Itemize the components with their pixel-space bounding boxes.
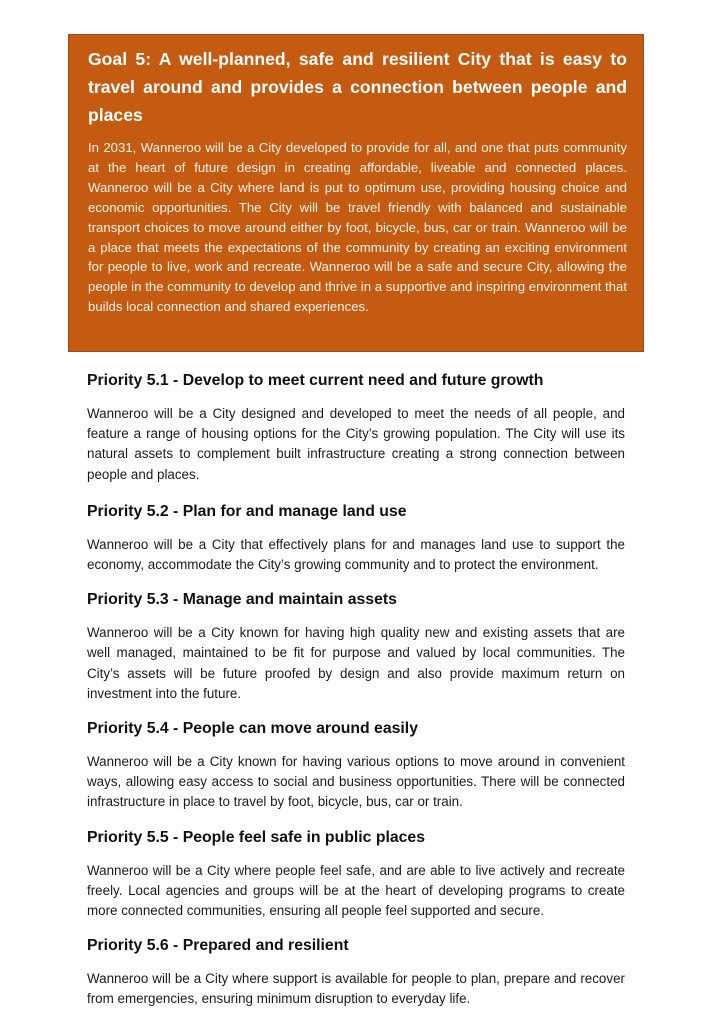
priority-heading: Priority 5.5 - People feel safe in public places <box>87 828 425 846</box>
priority-text: Wanneroo will be a City known for having various options to move around in convenient ways, allowing easy access to social and business opportunities. There will be connected infrastructure in place to travel by foot, bicycle, bus, car or train. <box>87 754 625 810</box>
priority-heading: Priority 5.2 - Plan for and manage land use <box>87 502 407 520</box>
priority-5-4 <box>87 718 625 813</box>
priority-5-5 <box>87 827 625 922</box>
goal-title: Goal 5: A well-planned, safe and resilient City that is easy to travel around and provides a connection between people and places <box>88 49 627 125</box>
goal-description: In 2031, Wanneroo will be a City developed to provide for all, and one that puts community at the heart of future design in creating affordable, liveable and connected places. Wanneroo will be a City where land is put to optimum use, providing housing choice and economic opportunities. The City will be travel friendly with balanced and sustainable transport choices to move around either by foot, bicycle, bus, car or train. Wanneroo will be a place that meets the expectations of the community by creating an exciting environment for people to live, work and recreate. Wanneroo will be a safe and secure City, allowing the people in the community to develop and thrive in a supportive and inspiring environment that builds local connection and shared experiences. <box>88 140 627 315</box>
priorities-section <box>87 370 625 1010</box>
priority-heading: Priority 5.3 - Manage and maintain assets <box>87 591 397 609</box>
priority-heading: Priority 5.4 - People can move around easily <box>87 720 418 738</box>
priority-5-6 <box>87 935 625 1009</box>
priority-text: Wanneroo will be a City where people feel safe, and are able to live actively and recreate freely. Local agencies and groups will be at the heart of developing programs to create more connected communities, ensuring all people feel supported and secure. <box>87 862 625 919</box>
priority-text: Wanneroo will be a City known for having high quality new and existing assets that are well managed, maintained to be fit for purpose and valued by local communities. The City’s assets will be future proofed by design and also provide maximum return on investment into the future. <box>87 625 625 701</box>
priority-text: Wanneroo will be a City designed and developed to meet the needs of all people, and feature a range of housing options for the City’s growing population. The City will use its natural assets to complement built infrastructure creating a strong connection between people and places. <box>87 406 625 482</box>
priority-text: Wanneroo will be a City where support is available for people to plan, prepare and recover from emergencies, ensuring minimum disruption to everyday life. <box>87 971 625 1007</box>
priority-text: Wanneroo will be a City that effectively plans for and manages land use to support the economy, accommodate the City’s growing community and to protect the environment. <box>87 536 625 573</box>
priority-heading: Priority 5.6 - Prepared and resilient <box>87 937 349 955</box>
priority-5-1 <box>87 370 625 485</box>
priority-5-2 <box>87 501 625 575</box>
priority-5-3 <box>87 589 625 704</box>
priority-heading: Priority 5.1 - Develop to meet current need and future growth <box>87 372 544 389</box>
goal-callout-box <box>68 34 644 352</box>
